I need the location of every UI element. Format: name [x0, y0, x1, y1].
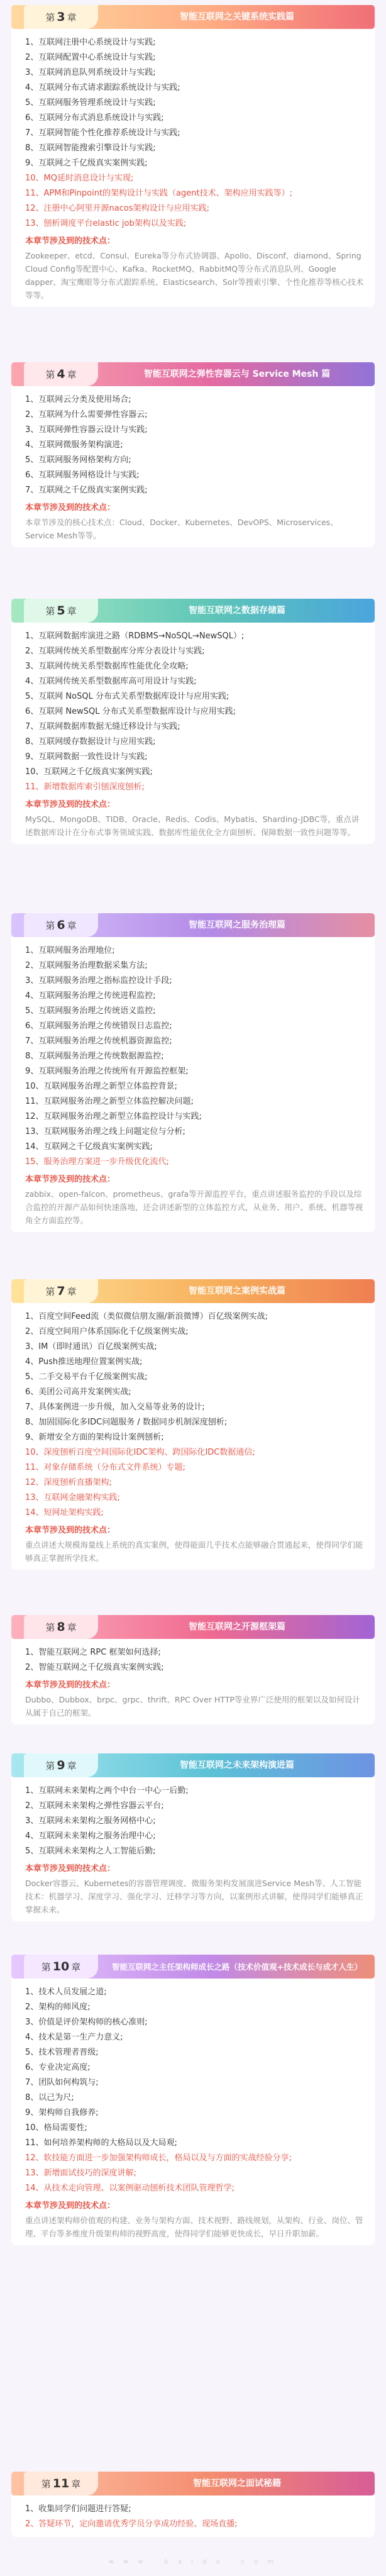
list-item: 2、互联网配置中心系统设计与实践;	[25, 53, 156, 62]
list-item: 2、架构的师风度;	[25, 2002, 91, 2012]
chapter-8-title: 智能互联网之开源框架篇	[189, 1621, 285, 1632]
chapter-7-header	[11, 1279, 375, 1303]
list-item: 11、互联网服务治理之新型立体监控解决问题;	[25, 1097, 194, 1106]
list-item: 5、互联网服务管理系统设计与实践;	[25, 98, 156, 108]
list-item: 1、技术人员发展之道;	[25, 1987, 107, 1997]
list-item: 6、专业决定高度;	[25, 2063, 91, 2072]
tech-points-heading: 本章节涉及到的技术点：	[25, 800, 116, 809]
chapter-11-badge: 第 11 章	[24, 2472, 98, 2496]
list-item: 3、互联网服务治理之指标监控设计手段;	[25, 976, 172, 985]
tech-points-heading: 本章节涉及到的技术点：	[25, 1175, 116, 1184]
list-item: 6、互联网 NewSQL 分布式关系型数据库设计与应用实践;	[25, 707, 236, 716]
list-item: 4、技术是第一生产力意义;	[25, 2033, 123, 2042]
list-item: 4、Push推送地理位置案例实战;	[25, 1357, 143, 1367]
chapter-7-badge: 第 7 章	[24, 1279, 98, 1303]
list-item: 12、软技能方面进一步加强架构师成长，格局以及与方面的实战经验分享;	[25, 2153, 292, 2163]
chapter-5-badge: 第 5 章	[24, 599, 98, 623]
chapter-6-header	[11, 913, 375, 937]
chapter-8-badge: 第 8 章	[24, 1615, 98, 1639]
chapter-10-title: 智能互联网之主任架构师成长之路（技术价值观+技术成长与成才人生）	[112, 1962, 362, 1972]
list-item: 1、互联网云分类及使用场合;	[25, 395, 131, 404]
chapter-4-section	[11, 362, 375, 547]
list-item: 9、新增安全方面的架构设计案例刨析;	[25, 1433, 164, 1442]
chapter-4-header	[11, 362, 375, 386]
chapter-3-badge: 第 3 章	[24, 5, 98, 29]
list-item: 5、互联网未来架构之人工智能后勤;	[25, 1846, 156, 1856]
list-item: 7、互联网智能个性化推荐系统设计与实践;	[25, 128, 180, 138]
list-item: 3、互联网传统关系型数据库性能优化全攻略;	[25, 662, 189, 671]
list-item: 6、互联网服务网格设计与实践;	[25, 470, 140, 480]
list-item: 3、互联网未来架构之服务网格中心;	[25, 1816, 156, 1826]
tech-points-text: 本章节涉及的核心技术点：Cloud、Docker、Kubernetes、DevOPS、Microservices、Service Mesh等等。	[25, 518, 338, 540]
list-item: 3、IM（即时通讯）百亿级案例实战;	[25, 1342, 157, 1352]
list-item: 7、互联网服务治理之传统机器资源监控;	[25, 1036, 172, 1046]
list-item: 5、技术管理者晋级;	[25, 2048, 99, 2057]
list-item: 7、团队如何构筑与;	[25, 2078, 99, 2087]
list-item: 1、智能互联网之 RPC 框架如何选择;	[25, 1648, 161, 1657]
chapter-3-title: 智能互联网之关键系统实践篇	[180, 11, 294, 22]
chapter-5-header	[11, 599, 375, 623]
list-item: 4、互联网传统关系型数据库高可用设计与实践;	[25, 677, 197, 686]
list-item: 14、短网址架构实践;	[25, 1508, 104, 1518]
list-item: 1、收集同学们问题进行答疑;	[25, 2504, 131, 2514]
list-item: 7、具体案例进一步升级，加入交易等业务的设计;	[25, 1402, 205, 1412]
list-item: 1、互联网注册中心系统设计与实践;	[25, 38, 156, 47]
chapter-11-body	[11, 2496, 375, 2537]
chapter-5-body	[11, 623, 375, 844]
list-item: 9、互联网之千亿级真实案例实践;	[25, 158, 148, 168]
chapter-7-body	[11, 1303, 375, 1570]
chapter-6-badge: 第 6 章	[24, 913, 98, 937]
chapter-10-header	[11, 1955, 375, 1979]
chapter-4-badge: 第 4 章	[24, 362, 98, 386]
list-item: 8、互联网服务治理之传统数据源监控;	[25, 1052, 164, 1061]
list-item: 2、互联网为什么需要弹性容器云;	[25, 410, 148, 419]
chapter-9-section	[11, 1753, 375, 1921]
list-item: 9、互联网服务治理之传统所有开源监控框架;	[25, 1067, 189, 1076]
list-item: 1、互联网数据库演进之路（RDBMS→NoSQL→NewSQL）;	[25, 631, 245, 641]
chapter-5-title: 智能互联网之数据存储篇	[189, 605, 285, 616]
chapter-8-body	[11, 1639, 375, 1724]
list-item: 10、互联网之千亿级真实案例实践;	[25, 767, 153, 777]
list-item: 12、互联网服务治理之新型立体监控设计与实践;	[25, 1112, 202, 1121]
chapter-5-section	[11, 599, 375, 844]
tech-points-text: Dubbo、Dubbox、brpc、grpc、thrift、RPC Over HTTP等业界广泛使用的框架以及如何设计从属于自己的框架。	[25, 1695, 360, 1718]
list-item: 7、互联网数据库数据无缝迁移设计与实践;	[25, 722, 180, 731]
list-item: 7、互联网之千亿级真实案例实践;	[25, 486, 148, 495]
chapter-6-body	[11, 937, 375, 1232]
list-item: 6、美团公司高并发案例实战;	[25, 1387, 131, 1397]
tech-points-text: zabbix、open-falcon、prometheus、grafa等开源监控平台，重点讲述服务监控的手段以及综合监控的开源产品如何快速落地，还会讲述新型的立体监控方式，从业务、用户、系统、机器等视角全方面监控等。	[25, 1189, 363, 1225]
list-item: 2、智能互联网之千亿级真实案例实践;	[25, 1663, 164, 1672]
tech-points-text: 重点讲述大规模海量线上系统的真实案例，使得能面几乎技术点能够融合贯通起来，使得同学们能够真正掌握所学技术。	[25, 1540, 363, 1563]
list-item: 11、对象存储系统（分布式文件系统）专题;	[25, 1463, 185, 1472]
list-item: 3、价值是评价架构师的核心准则;	[25, 2018, 148, 2027]
tech-points-text: MySQL、MongoDB、TIDB、Oracle、Redis、Codis、Mybatis、Sharding-JDBC等，重点讲述数据库设计在分布式事务领域实践、数据库性能优化全方面刨析、保障数据一致性问题等等。	[25, 814, 360, 837]
list-item: 10、深度刨析百度空间国际化IDC架构、跨国际化IDC数据通信;	[25, 1448, 255, 1457]
list-item: 2、百度空间用户体系国际化千亿级案例实战;	[25, 1327, 189, 1336]
list-item: 12、注册中心阿里开源nacos架构设计与应用实践;	[25, 204, 210, 213]
list-item: 1、互联网服务治理地位;	[25, 946, 115, 955]
chapter-9-header	[11, 1753, 375, 1777]
list-item: 5、互联网服务治理之传统语义监控;	[25, 1006, 156, 1016]
list-item: 8、以己为尺;	[25, 2093, 74, 2102]
chapter-3-header	[11, 5, 375, 29]
watermark: w w w . b a i d u . c o m	[108, 2558, 278, 2565]
list-item: 4、互联网服务治理之传统进程监控;	[25, 991, 156, 1001]
list-item: 14、从技术走向管理、以案例驱动刨析技术团队管理哲学;	[25, 2184, 234, 2193]
chapter-6-title: 智能互联网之服务治理篇	[189, 919, 285, 930]
chapter-3-section	[11, 5, 375, 307]
list-item: 3、互联网消息队列系统设计与实践;	[25, 68, 156, 77]
tech-points-heading: 本章节涉及到的技术点：	[25, 503, 116, 513]
list-item: 13、互联网服务治理之线上问题定位与分析;	[25, 1127, 185, 1136]
chapter-11-title: 智能互联网之面试秘籍	[193, 2478, 281, 2489]
chapter-9-title: 智能互联网之未来架构演进篇	[180, 1760, 294, 1770]
tech-points-heading: 本章节涉及到的技术点：	[25, 236, 116, 246]
list-item: 15、服务治理方案进一步升级优化流代;	[25, 1157, 169, 1167]
list-item: 2、互联网未来架构之弹性容器云平台;	[25, 1801, 164, 1811]
list-item: 10、MQ延时消息设计与实现;	[25, 174, 134, 183]
chapter-3-body	[11, 29, 375, 307]
list-item: 4、互联网未来架构之服务治理中心;	[25, 1831, 156, 1841]
list-item: 11、新增数据库索引刨深度刨析;	[25, 782, 145, 792]
chapter-4-body	[11, 386, 375, 547]
list-item: 5、互联网服务网格架构方向;	[25, 455, 131, 465]
list-item: 2、互联网传统关系型数据库分库分表设计与实践;	[25, 647, 205, 656]
list-item: 2、互联网服务治理数据采集方法;	[25, 961, 148, 970]
chapter-9-body	[11, 1777, 375, 1921]
chapter-8-section	[11, 1615, 375, 1724]
list-item: 12、深度刨析直播架构;	[25, 1478, 112, 1487]
list-item: 13、新增面试技巧的深度讲解;	[25, 2168, 136, 2178]
chapter-6-section	[11, 913, 375, 1232]
list-item: 1、百度空间Feed流（类似微信朋友圈/新浪微博）百亿级案例实战;	[25, 1312, 268, 1321]
chapter-10-body	[11, 1979, 375, 2245]
chapter-11-section	[11, 2472, 375, 2537]
list-item: 9、互联网数据一致性设计与实践;	[25, 752, 148, 762]
tech-points-text: Zookeeper、etcd、Consul、Eureka等分布式协调器、Apollo、Disconf、diamond、Spring Cloud Config等配置中心、Kafka、RocketMQ、RabbitMQ等分布式消息队列、Google dapper、淘宝鹰眼等分布式跟踪系统、Elasticsearch、Solr等搜索引擎、个性化推荐等核心技术等等。	[25, 251, 364, 300]
list-item: 11、APM和Pinpoint的架构设计与实践（agent技术、架构应用实践等）;	[25, 189, 292, 198]
chapter-7-section	[11, 1279, 375, 1570]
chapter-9-badge: 第 9 章	[24, 1753, 98, 1777]
list-item: 10、互联网服务治理之新型立体监控背景;	[25, 1082, 177, 1091]
list-item: 4、互联网微服务架构演进;	[25, 440, 123, 450]
list-item: 13、刨析调度平台elastic job架构以及实践;	[25, 219, 187, 228]
chapter-10-section	[11, 1955, 375, 2245]
list-item: 8、互联网缓存数据设计与应用实践;	[25, 737, 156, 747]
chapter-7-title: 智能互联网之案例实战篇	[189, 1285, 285, 1296]
list-item: 10、格局需要性;	[25, 2123, 87, 2133]
list-item: 13、互联网金融架构实践;	[25, 1493, 120, 1502]
list-item: 1、互联网未来架构之两个中台一中心一后勤;	[25, 1786, 189, 1796]
tech-points-heading: 本章节涉及到的技术点：	[25, 2201, 116, 2211]
list-item: 3、互联网弹性容器云设计与实践;	[25, 425, 148, 435]
tech-points-heading: 本章节涉及到的技术点：	[25, 1864, 116, 1874]
tech-points-text: 重点讲述架构师价值观的构建、业务与架构方面、技术视野、路线规划，从架构、行业、岗位、管理、平台等多维度升级架构师的视野高度，使得同学们能够更快成长，早日升职加薪。	[25, 2216, 363, 2238]
chapter-10-badge: 第 10 章	[24, 1955, 98, 1979]
tech-points-heading: 本章节涉及到的技术点：	[25, 1526, 116, 1535]
list-item: 8、加固国际化多IDC问题服务 / 数据同步机制深度刨析;	[25, 1418, 228, 1427]
tech-points-heading: 本章节涉及到的技术点：	[25, 1680, 116, 1690]
list-item: 4、互联网分布式请求跟踪系统设计与实践;	[25, 83, 180, 92]
chapter-4-title: 智能互联网之弹性容器云与 Service Mesh 篇	[143, 369, 331, 379]
list-item: 11、如何培养架构师的大格局以及大局观;	[25, 2138, 177, 2148]
list-item: 5、互联网 NoSQL 分布式关系型数据库设计与应用实践;	[25, 692, 229, 701]
list-item: 6、互联网服务治理之传统错误日志监控;	[25, 1021, 172, 1031]
tech-points-text: Docker容器云、Kubernetes的容器管理调度、微服务架构发展演进Service Mesh等、人工智能技术：机器学习、深度学习、强化学习、迁移学习等方向，以案例形式讲解，使得同学们能够真正掌握未来。	[25, 1879, 363, 1914]
list-item: 14、互联网之千亿级真实案例实践;	[25, 1142, 153, 1152]
list-item: 8、互联网智能搜索引擎设计与实践;	[25, 143, 156, 153]
list-item: 6、互联网分布式消息系统设计与实践;	[25, 113, 164, 123]
list-item: 9、架构师自我修养;	[25, 2108, 99, 2118]
list-item: 2、答疑环节，定向邀请优秀学员分享成功经验、现场直播;	[25, 2519, 238, 2529]
chapter-8-header	[11, 1615, 375, 1639]
chapter-11-header	[11, 2472, 375, 2496]
list-item: 5、二手交易平台千亿级案例实战;	[25, 1372, 148, 1382]
